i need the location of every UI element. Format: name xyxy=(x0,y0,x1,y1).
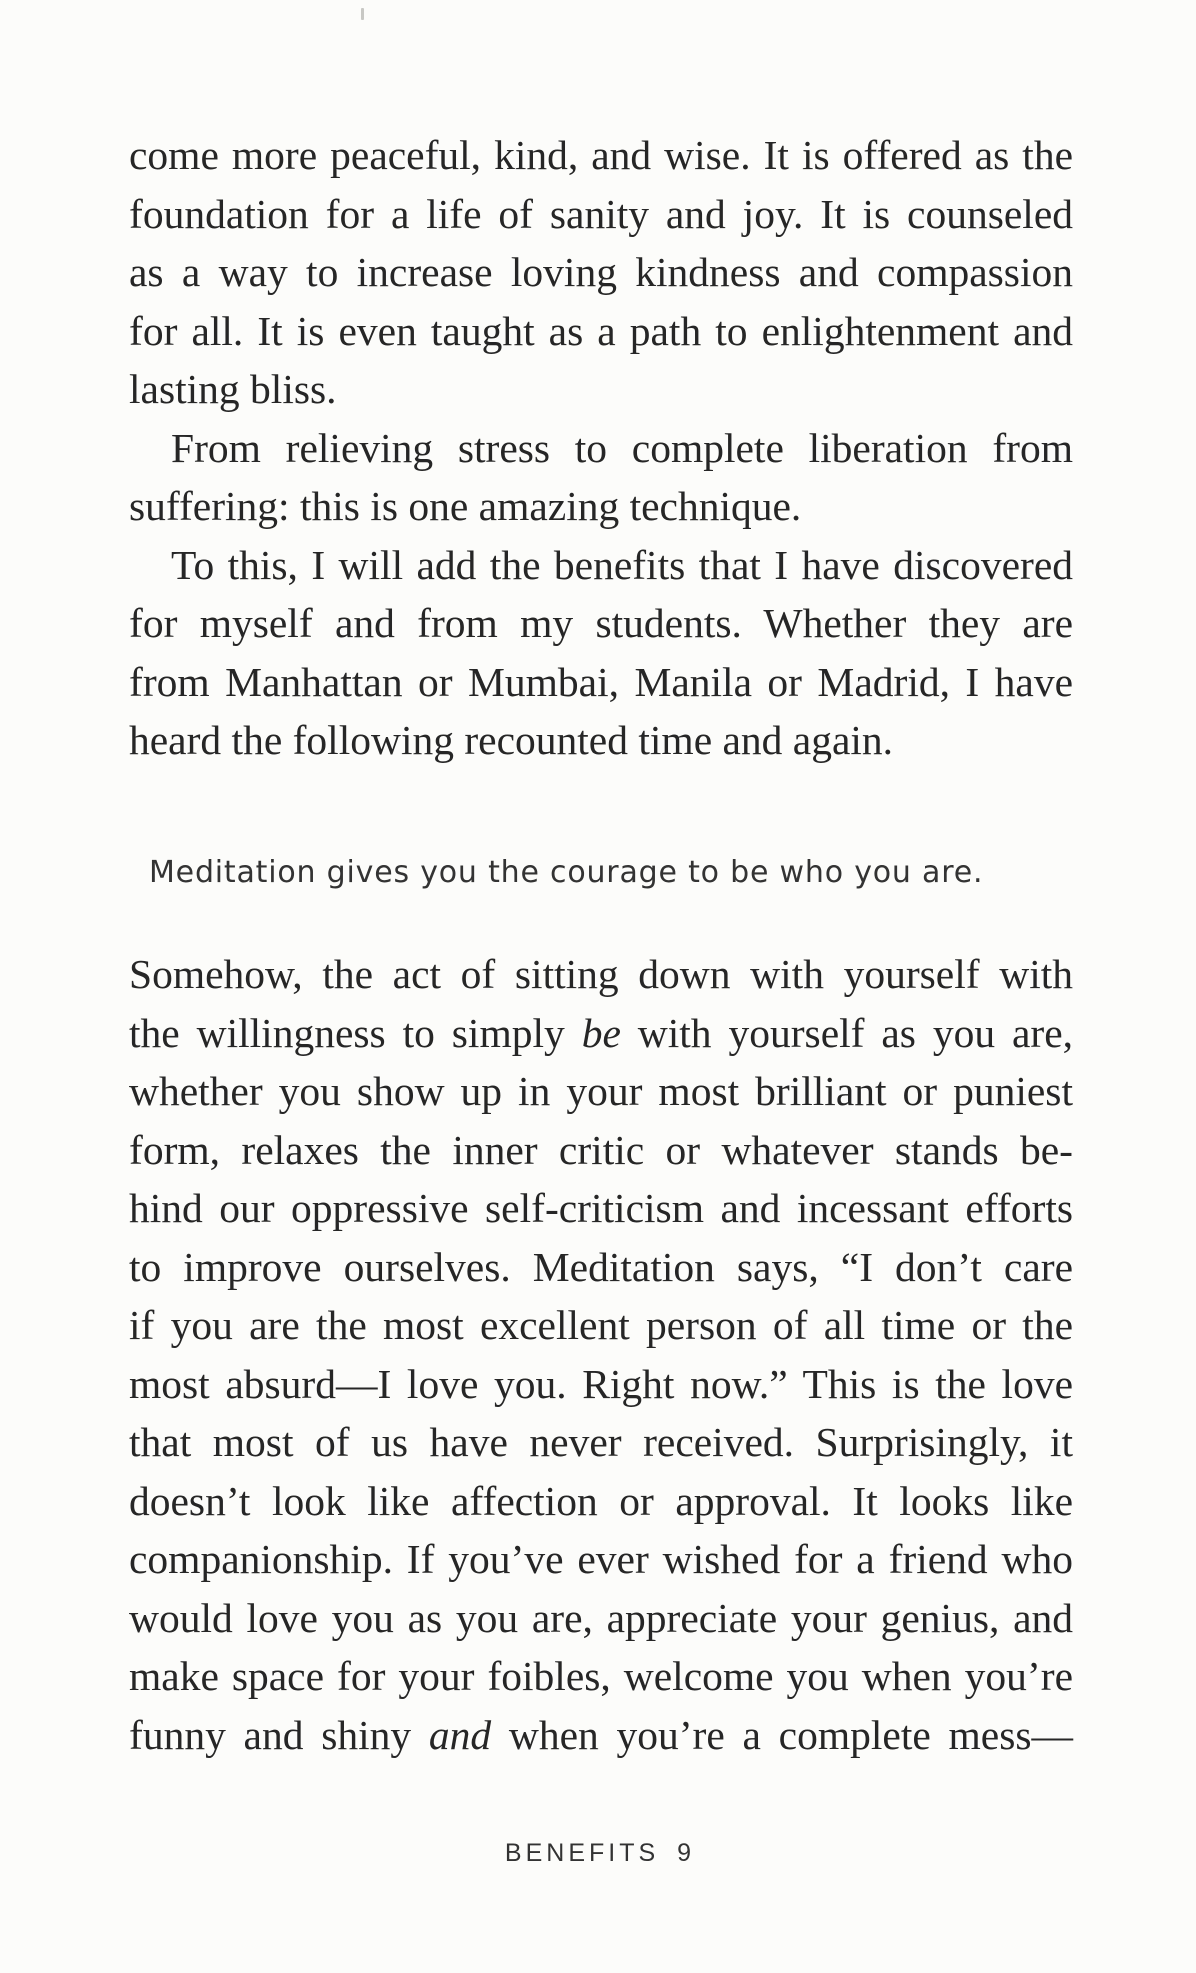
body-text-block xyxy=(129,945,1073,1764)
text-line: Somehow, the act of sitting down with yourself with xyxy=(129,951,1073,997)
text-line: whether you show up in your most brilliant or puniest xyxy=(129,1068,1073,1114)
text-line: To this, I will add the benefits that I have discovered xyxy=(171,541,1073,588)
text-line: companionship. If you’ve ever wished for a friend who xyxy=(129,1536,1073,1582)
text-line: from Manhattan or Mumbai, Manila or Madrid, I have xyxy=(129,658,1073,705)
text-line: form, relaxes the inner critic or whatever stands be- xyxy=(129,1126,1073,1173)
section-subheading: Meditation gives you the courage to be who you are. xyxy=(149,855,984,890)
text-line: From relieving stress to complete liberation from xyxy=(171,424,1073,471)
text-line: come more peaceful, kind, and wise. It is offered as the xyxy=(129,132,1073,178)
text-fragment: the willingness to simply xyxy=(129,1009,565,1056)
text-line: suffering: this is one amazing technique. xyxy=(129,483,802,529)
emphasis-text: be xyxy=(581,1009,621,1056)
text-line: would love you as you are, appreciate your genius, and xyxy=(129,1594,1073,1641)
text-line: heard the following recounted time and again. xyxy=(129,717,894,763)
text-line xyxy=(129,1706,1073,1765)
text-line: for myself and from my students. Whether they are xyxy=(129,600,1073,646)
text-line: doesn’t look like affection or approval. It looks like xyxy=(129,1477,1073,1524)
paper-speck xyxy=(361,8,364,20)
text-line: that most of us have never received. Surprisingly, it xyxy=(129,1419,1073,1465)
emphasis-text: and xyxy=(428,1711,492,1758)
text-fragment: when you’re a complete mess— xyxy=(508,1711,1074,1758)
text-line: make space for your foibles, welcome you when you’re xyxy=(129,1653,1073,1699)
text-line: lasting bliss. xyxy=(129,366,337,412)
running-footer-section: BENEFITS xyxy=(504,1839,660,1867)
top-text-block xyxy=(129,126,1073,770)
text-line xyxy=(129,1004,1073,1063)
text-fragment: with yourself as you are, xyxy=(637,1009,1074,1056)
text-line: for all. It is even taught as a path to enlightenment and xyxy=(129,307,1073,354)
text-line: to improve ourselves. Meditation says, “I don’t care xyxy=(129,1243,1073,1290)
text-line: as a way to increase loving kindness and compassion xyxy=(129,249,1073,295)
text-line: hind our oppressive self-criticism and incessant efforts xyxy=(129,1185,1073,1231)
page-number: 9 xyxy=(677,1839,692,1867)
text-fragment: funny and shiny xyxy=(129,1711,412,1758)
text-line: most absurd—I love you. Right now.” This is the love xyxy=(129,1360,1073,1407)
text-line: if you are the most excellent person of all time or the xyxy=(129,1302,1073,1348)
page-footer xyxy=(0,1839,1196,1868)
text-line: foundation for a life of sanity and joy. It is counseled xyxy=(129,190,1073,237)
